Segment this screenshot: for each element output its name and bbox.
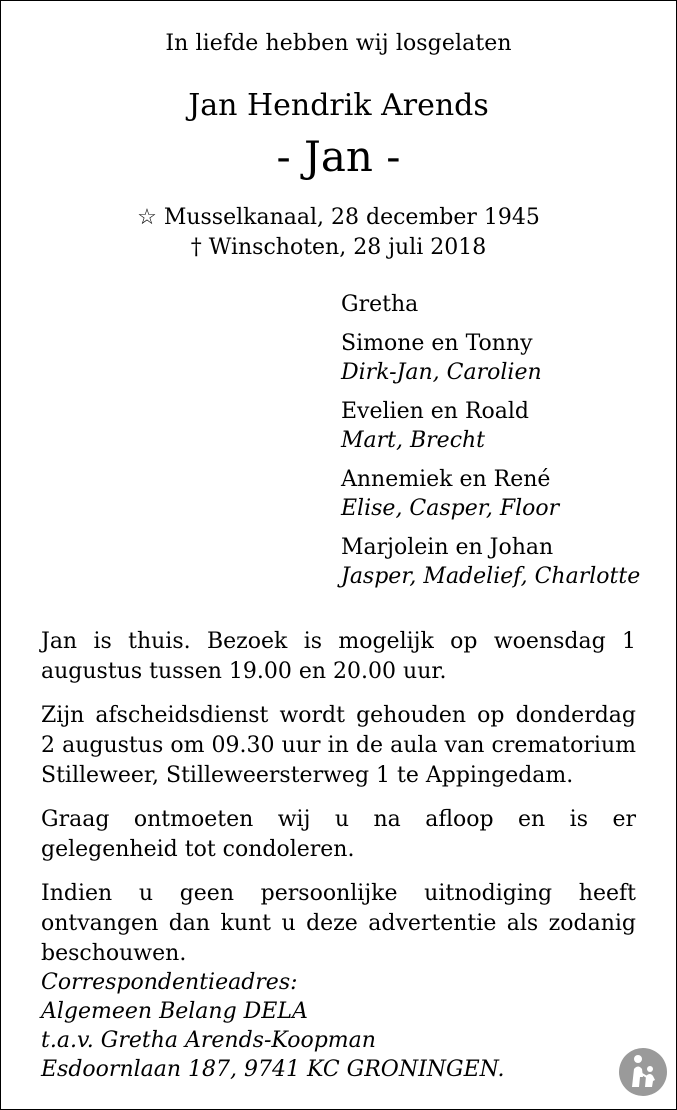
family-names: Gretha — [341, 292, 419, 317]
life-dates — [1, 203, 676, 263]
family-names: Annemiek en René — [341, 467, 551, 492]
family-names: Simone en Tonny — [341, 331, 533, 356]
family-names: Evelien en Roald — [341, 399, 529, 424]
family-group — [341, 465, 640, 523]
family-children: Dirk-Jan, Carolien — [341, 360, 542, 385]
cross-icon: † — [190, 235, 202, 260]
birth-line — [1, 203, 676, 233]
full-name: Jan Hendrik Arends — [188, 88, 489, 123]
death-text: Winschoten, 28 juli 2018 — [208, 235, 487, 260]
family-group — [341, 329, 640, 387]
family-group — [341, 397, 640, 455]
address-line-2: t.a.v. Gretha Arends-Koopman — [41, 1028, 376, 1053]
family-group — [341, 533, 640, 591]
visit-paragraph: Jan is thuis. Bezoek is mogelijk op woensdag 1 augustus tussen 19.00 en 20.00 uur. — [41, 629, 636, 684]
family-names: Marjolein en Johan — [341, 535, 554, 560]
birth-text: Musselkanaal, 28 december 1945 — [163, 205, 540, 230]
correspondence-address — [41, 968, 505, 1084]
notice-body — [41, 627, 636, 983]
death-line — [1, 233, 676, 263]
invitation-paragraph: Indien u geen persoonlijke uitnodiging heeft ontvangen dan kunt u deze advertentie als zodanig beschouwen. — [41, 881, 636, 966]
dela-logo-icon — [618, 1047, 668, 1097]
star-icon: ☆ — [137, 205, 157, 230]
family-children: Mart, Brecht — [341, 428, 486, 453]
address-label: Correspondentieadres: — [41, 970, 298, 995]
service-paragraph: Zijn afscheidsdienst wordt gehouden op donderdag 2 augustus om 09.30 uur in de aula van crematorium Stilleweer, Stilleweersterweg 1 te Appingedam. — [41, 703, 636, 788]
address-line-1: Algemeen Belang DELA — [41, 999, 308, 1024]
family-group — [341, 290, 640, 319]
nickname: - Jan - — [276, 132, 401, 181]
intro-line: In liefde hebben wij losgelaten — [165, 31, 512, 56]
family-children: Elise, Casper, Floor — [341, 496, 560, 521]
family-list — [341, 290, 640, 601]
family-children: Jasper, Madelief, Charlotte — [341, 564, 641, 589]
condolence-paragraph: Graag ontmoeten wij u na afloop en is er gelegenheid tot condoleren. — [41, 807, 636, 862]
address-line-3: Esdoornlaan 187, 9741 KC GRONINGEN. — [41, 1057, 505, 1082]
